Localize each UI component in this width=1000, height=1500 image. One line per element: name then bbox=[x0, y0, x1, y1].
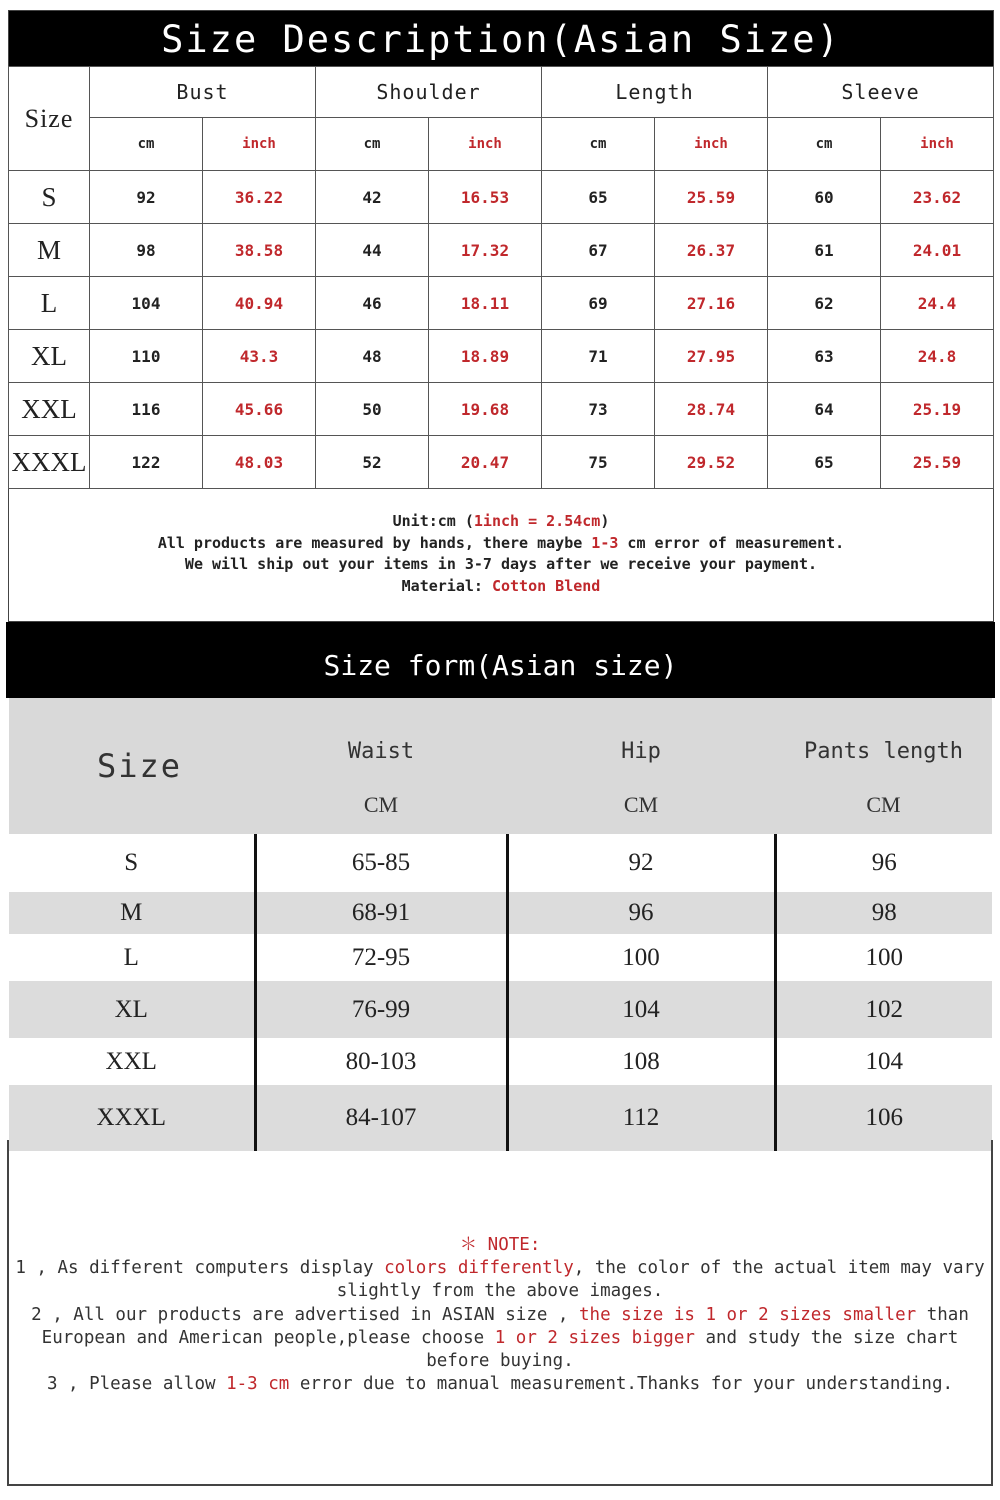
note-2-text: and study the size chart before buying. bbox=[426, 1327, 959, 1372]
measurement-cell: 84-107 bbox=[255, 1085, 507, 1151]
unit-header: inch bbox=[655, 118, 768, 171]
note-2-text: than European and American people,please choose bbox=[41, 1304, 969, 1348]
note-item-1 bbox=[8, 1257, 992, 1303]
measurement-cell: 102 bbox=[775, 981, 992, 1038]
measurement-cell: 92 bbox=[507, 834, 775, 892]
measurement-cell: 67 bbox=[542, 224, 655, 277]
measurement-cell: 92 bbox=[90, 171, 203, 224]
measurement-cell: 26.37 bbox=[655, 224, 768, 277]
size-label: XL bbox=[9, 330, 90, 383]
measurement-cell: 16.53 bbox=[429, 171, 542, 224]
measurement-cell: 104 bbox=[90, 277, 203, 330]
note-item-2 bbox=[8, 1304, 992, 1374]
measure-note-prefix: All products are measured by hands, there maybe bbox=[157, 533, 592, 552]
measurement-cell: 60 bbox=[768, 171, 881, 224]
measurement-cell: 27.95 bbox=[655, 330, 768, 383]
measurement-cell: 100 bbox=[507, 934, 775, 981]
measurement-cell: 18.89 bbox=[429, 330, 542, 383]
measurement-cell: 65-85 bbox=[255, 834, 507, 892]
measurement-cell: 24.01 bbox=[881, 224, 994, 277]
unit-note-prefix: Unit:cm ( bbox=[392, 512, 474, 530]
measurement-cell: 104 bbox=[507, 981, 775, 1038]
note-1-highlight: colors differently bbox=[384, 1258, 574, 1279]
size-label: M bbox=[9, 224, 90, 277]
size-row bbox=[9, 330, 994, 383]
note-1-text: 1 , As different computers display bbox=[15, 1258, 385, 1279]
column-header-pants-length: Pants length bbox=[775, 698, 992, 776]
pants-size-row bbox=[9, 981, 992, 1038]
column-header-waist: Waist bbox=[255, 698, 507, 776]
section2-title: Size form(Asian size) bbox=[6, 622, 995, 698]
size-label: XXL bbox=[9, 383, 90, 436]
unit-header: CM bbox=[775, 776, 992, 834]
unit-header: cm bbox=[316, 118, 429, 171]
note-3-highlight: 1-3 cm bbox=[226, 1374, 290, 1395]
size-label: XXL bbox=[105, 1047, 157, 1075]
note-3-text: error due to manual measurement.Thanks for your understanding. bbox=[289, 1374, 954, 1395]
note-heading: ＊ NOTE: bbox=[459, 1235, 541, 1255]
measurement-cell: 108 bbox=[507, 1038, 775, 1085]
note-block bbox=[8, 1234, 992, 1396]
measurement-cell: 71 bbox=[542, 330, 655, 383]
size-row bbox=[9, 277, 994, 330]
group-header-shoulder: Shoulder bbox=[316, 67, 542, 118]
measurement-cell: 116 bbox=[90, 383, 203, 436]
measurement-cell: 29.52 bbox=[655, 436, 768, 489]
note-3-text: 3 , Please allow bbox=[46, 1374, 227, 1395]
note-2-text: 2 , All our products are advertised in ASIAN size , bbox=[31, 1304, 580, 1325]
unit-header: cm bbox=[768, 118, 881, 171]
measurement-cell: 110 bbox=[90, 330, 203, 383]
size-label: L bbox=[123, 943, 139, 971]
unit-header: inch bbox=[203, 118, 316, 171]
measurement-cell: 24.8 bbox=[881, 330, 994, 383]
unit-note bbox=[9, 511, 993, 533]
group-header-sleeve: Sleeve bbox=[768, 67, 994, 118]
measurement-cell: 40.94 bbox=[203, 277, 316, 330]
measurement-cell: 122 bbox=[90, 436, 203, 489]
note-2-highlight: 1 or 2 sizes bigger bbox=[494, 1327, 695, 1348]
measurement-cell: 43.3 bbox=[203, 330, 316, 383]
measurement-cell: 36.22 bbox=[203, 171, 316, 224]
measurement-cell: 23.62 bbox=[881, 171, 994, 224]
measurement-cell: 19.68 bbox=[429, 383, 542, 436]
measure-note-suffix: cm error of measurement. bbox=[618, 533, 845, 552]
size-label: L bbox=[9, 277, 90, 330]
pants-size-column-header: Size bbox=[9, 698, 255, 834]
measurement-cell: 18.11 bbox=[429, 277, 542, 330]
measurement-cell: 48 bbox=[316, 330, 429, 383]
pants-size-row bbox=[9, 834, 992, 892]
measurement-cell: 45.66 bbox=[203, 383, 316, 436]
column-header-hip: Hip bbox=[507, 698, 775, 776]
measurement-cell: 27.16 bbox=[655, 277, 768, 330]
pants-size-row bbox=[9, 1038, 992, 1085]
measurement-notes bbox=[9, 489, 993, 597]
measurement-cell: 63 bbox=[768, 330, 881, 383]
measurement-cell: 104 bbox=[775, 1038, 992, 1085]
measurement-cell: 65 bbox=[768, 436, 881, 489]
measurement-cell: 44 bbox=[316, 224, 429, 277]
unit-note-suffix: ) bbox=[600, 512, 610, 530]
note-1-text: , the color of the actual item may vary slightly from the above images. bbox=[336, 1258, 985, 1302]
size-row bbox=[9, 436, 994, 489]
measurement-cell: 64 bbox=[768, 383, 881, 436]
measurement-cell: 69 bbox=[542, 277, 655, 330]
measure-note bbox=[9, 533, 993, 555]
unit-note-conversion: 1inch = 2.54cm bbox=[473, 512, 601, 530]
measurement-cell: 46 bbox=[316, 277, 429, 330]
measurement-cell: 62 bbox=[768, 277, 881, 330]
unit-header: cm bbox=[90, 118, 203, 171]
measurement-cell: 38.58 bbox=[203, 224, 316, 277]
group-header-bust: Bust bbox=[90, 67, 316, 118]
measurement-cell: 98 bbox=[775, 892, 992, 934]
unit-header: cm bbox=[542, 118, 655, 171]
measurement-cell: 96 bbox=[507, 892, 775, 934]
size-row bbox=[9, 383, 994, 436]
material-note bbox=[9, 576, 993, 598]
measurement-cell: 48.03 bbox=[203, 436, 316, 489]
measurement-cell: 76-99 bbox=[255, 981, 507, 1038]
unit-header: inch bbox=[881, 118, 994, 171]
material-value: Cotton Blend bbox=[491, 576, 601, 595]
size-label: XXXL bbox=[9, 1085, 255, 1151]
size-label: S bbox=[124, 849, 139, 876]
size-description-table bbox=[8, 66, 994, 489]
note-2-highlight: the size is 1 or 2 sizes smaller bbox=[579, 1304, 917, 1325]
measurement-cell: 80-103 bbox=[255, 1038, 507, 1085]
measurement-cell: 17.32 bbox=[429, 224, 542, 277]
pants-size-row bbox=[9, 934, 992, 981]
size-description-section bbox=[8, 10, 994, 622]
unit-header: CM bbox=[507, 776, 775, 834]
measurement-cell: 65 bbox=[542, 171, 655, 224]
measurement-cell: 61 bbox=[768, 224, 881, 277]
size-row bbox=[9, 171, 994, 224]
size-label: XXXL bbox=[9, 436, 90, 489]
measurement-cell: 100 bbox=[775, 934, 992, 981]
measurement-cell: 24.4 bbox=[881, 277, 994, 330]
size-label: XL bbox=[9, 981, 255, 1038]
measurement-cell: 25.19 bbox=[881, 383, 994, 436]
material-label: Material: bbox=[401, 576, 492, 595]
unit-header: inch bbox=[429, 118, 542, 171]
shipping-note: We will ship out your items in 3-7 days after we receive your payment. bbox=[184, 555, 818, 573]
measurement-cell: 20.47 bbox=[429, 436, 542, 489]
measurement-cell: 106 bbox=[775, 1085, 992, 1151]
note-item-3 bbox=[8, 1373, 992, 1396]
measurement-cell: 25.59 bbox=[655, 171, 768, 224]
measurement-cell: 42 bbox=[316, 171, 429, 224]
group-header-length: Length bbox=[542, 67, 768, 118]
measurement-cell: 98 bbox=[90, 224, 203, 277]
size-row bbox=[9, 224, 994, 277]
measurement-cell: 68-91 bbox=[255, 892, 507, 934]
size-label: M bbox=[9, 892, 255, 934]
measurement-cell: 96 bbox=[775, 834, 992, 892]
measurement-cell: 72-95 bbox=[255, 934, 507, 981]
measurement-cell: 25.59 bbox=[881, 436, 994, 489]
section1-title: Size Description(Asian Size) bbox=[9, 11, 993, 66]
size-label: S bbox=[9, 171, 90, 224]
measurement-cell: 75 bbox=[542, 436, 655, 489]
measure-note-error: 1-3 bbox=[591, 533, 619, 552]
measurement-cell: 52 bbox=[316, 436, 429, 489]
unit-header: CM bbox=[255, 776, 507, 834]
pants-size-row bbox=[9, 892, 992, 934]
pants-size-table bbox=[9, 698, 992, 1151]
size-column-header: Size bbox=[9, 67, 90, 171]
measurement-cell: 73 bbox=[542, 383, 655, 436]
measurement-cell: 50 bbox=[316, 383, 429, 436]
measurement-cell: 112 bbox=[507, 1085, 775, 1151]
measurement-cell: 28.74 bbox=[655, 383, 768, 436]
